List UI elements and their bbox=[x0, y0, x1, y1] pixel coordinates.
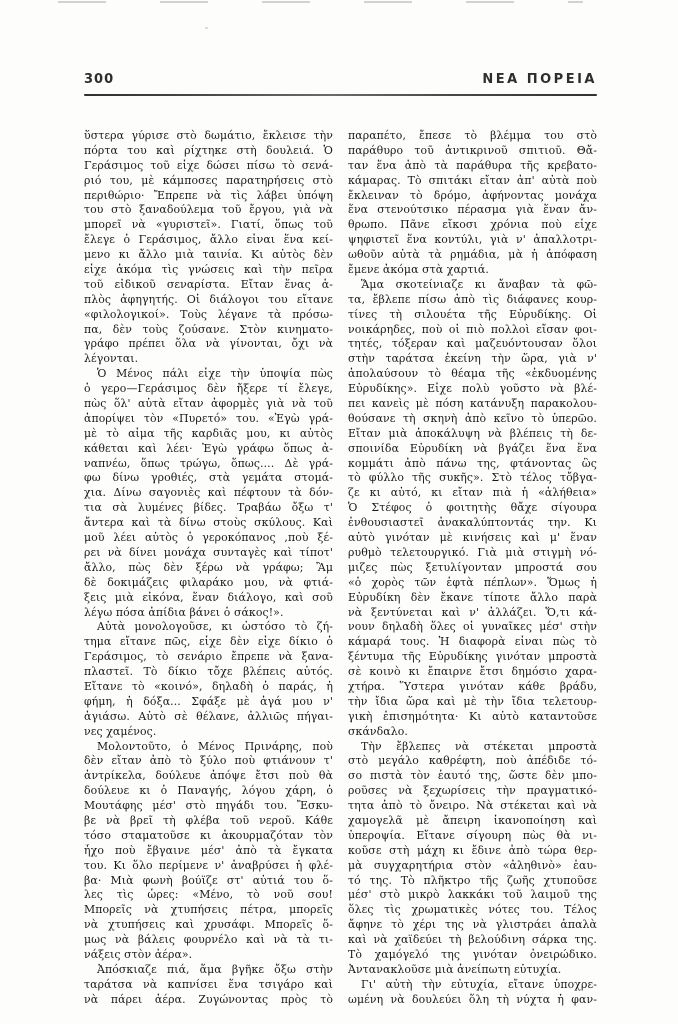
text-line: ἄφηνε τὸ χέρι της νὰ γλιστράει ἁπαλὰ bbox=[348, 918, 597, 932]
text-line: Μπορεῖς νὰ χτυπήσεις πέτρα, μπορεῖς bbox=[84, 903, 333, 917]
text-line: γράφο πρέπει ὅλα νὰ γίνονται, ὄχι νὰ bbox=[84, 337, 333, 351]
text-line: Εὐρυδίκης». Εἶχε πολὺ γοῦστο νὰ βλέ- bbox=[348, 382, 597, 396]
text-line: στὸ μεγάλο καθρέφτη, ποὺ ἀπέδιδε τό- bbox=[348, 754, 597, 768]
text-line: Γεράσιμος, τὸ σενάριο ἔπρεπε νὰ ξανα- bbox=[84, 650, 333, 664]
text-line: Γεράσιμος τοῦ εἶχε δώσει πίσω τὸ σενά- bbox=[84, 158, 333, 172]
text-line: πόρτα του καὶ ρίχτηκε στὴ δουλειά. Ὁ bbox=[84, 143, 333, 157]
text-line: μὰ συγχαρητήρια στὸν «ἀληθινὸ» ἑαυ- bbox=[348, 858, 597, 872]
scan-speck-artifact bbox=[205, 27, 208, 29]
text-line: κομμάτι ἀπὸ πάνω της, φτάνοντας ὣς bbox=[348, 456, 597, 470]
text-line: γικὴ ἐπισημότητα· Κι αὐτὸ καταντοῦσε bbox=[348, 709, 597, 723]
text-line: τοῦ εἰδικοῦ σεναρίστα. Εἴταν ἕνας ἁ- bbox=[84, 277, 333, 291]
text-line: νες χαμένος. bbox=[84, 724, 157, 738]
text-line: εἶχε ἀκόμα τὶς γνώσεις καὶ τὴν πεῖρα bbox=[84, 263, 333, 277]
text-line: Ἅμα σκοτείνιαζε κι ἄναβαν τὰ φῶ- bbox=[361, 277, 597, 291]
text-line: τόσο σταματοῦσε κι ἀκουρμαζόταν τὸν bbox=[84, 828, 333, 842]
text-line: Ὁ Στέφος ὁ φοιτητὴς θἄχε σίγουρα bbox=[348, 501, 597, 515]
text-line: ταράτσα νὰ καπνίσει ἕνα τσιγάρο καὶ bbox=[84, 977, 333, 991]
text-line: τητα ἀπὸ τὸ ὄνειρο. Νὰ στέκεται καὶ νὰ bbox=[348, 799, 597, 813]
paragraph bbox=[348, 129, 597, 278]
text-line: πλὸς ἀφηγητής. Οἱ διάλογοι του εἴτανε bbox=[84, 292, 333, 306]
text-line: βα· Μιὰ φωνὴ βούϊζε στ' αὐτιά του ὅ- bbox=[84, 873, 333, 887]
text-line: κάθεται καὶ λέει· Ἐγὼ γράφω ὅπως ἀ- bbox=[84, 441, 333, 455]
text-line: ὑπεροψία. Εἴτανε σίγουρη πὼς θὰ νι- bbox=[348, 828, 597, 842]
text-line: ἦχο ποὺ ἔβγαινε μέσ' ἀπὸ τὰ ἔγκατα bbox=[84, 843, 333, 857]
text-line: ροῦσες νὰ ξεχωρίσεις τὴν πραγματικό- bbox=[348, 784, 597, 798]
text-line: Γι' αὐτὴ τὴν εὐτυχία, εἴτανε ὑποχρε- bbox=[361, 977, 597, 991]
text-line: σποινίδα Εὐρυδίκη νὰ βγάζει ἕνα ἕνα bbox=[348, 441, 597, 455]
paragraph bbox=[348, 978, 597, 1008]
scan-noise-artifact bbox=[58, 1, 583, 3]
text-line: τὸ φύλλο τῆς συκῆς». Στὸ τέλος τὄβγα- bbox=[348, 471, 597, 485]
text-line: λέγονται. bbox=[84, 352, 139, 366]
text-line: Μουτάφης μέσ' στὸ πηγάδι του. Ἔσκυ- bbox=[84, 799, 333, 813]
text-line: ριό του, μὲ κάμποσες παρατηρήσεις στὸ bbox=[84, 173, 333, 187]
text-line: πα, δὲν τοὺς ζούσανε. Στὸν κινηματο- bbox=[84, 322, 333, 336]
page-number: 300 bbox=[84, 72, 115, 87]
running-head bbox=[84, 72, 597, 87]
text-line: ἀντρίκελα, δούλευε ἀπόψε ἔτσι ποὺ θὰ bbox=[84, 769, 333, 783]
text-line: Ἀπόσκιαζε πιά, ἅμα βγῆκε ὄξω στὴν bbox=[97, 962, 333, 976]
text-line: ἄλλο, πὼς δὲν ξέρω νὰ γράφω; Ἂμ bbox=[84, 560, 333, 574]
text-line: σκάνδαλο. bbox=[348, 724, 408, 738]
text-line: δὲ δοκιμάζεις φιλαράκο μου, νὰ φτιά- bbox=[84, 575, 333, 589]
text-line: «ὁ χορὸς τῶν ἑφτὰ πέπλων». Ὅμως ἡ bbox=[348, 575, 597, 589]
text-line: του. Κι ὅλο περίμενε ν' ἀναβρύσει ἡ φλέ- bbox=[84, 858, 333, 872]
text-line: παράθυρο τοῦ ἀντικρινοῦ σπιτιοῦ. Θἄ- bbox=[348, 143, 597, 157]
text-line: στὴν ταράτσα ἐκείνη τὴν ὥρα, γιὰ ν' bbox=[348, 352, 597, 366]
text-line: ψηφιστεῖ ἕνα κοντύλι, γιὰ ν' ἀπαλλοτρι- bbox=[348, 233, 597, 247]
text-line: τητές, τόξεραν καὶ μαζευόντουσαν ὅλοι bbox=[348, 337, 597, 351]
text-line: ναπνέω, ὅπως τρώγω, ὅπως.... Δὲ γρά- bbox=[84, 456, 333, 470]
text-line: πὼς ὅλ' αὐτὰ εἴταν ἀφορμὲς γιὰ νὰ τοῦ bbox=[84, 397, 333, 411]
text-line: ἁγιάσω. Αὐτὸ σὲ θέλανε, ἀλλιῶς πήγαι- bbox=[84, 709, 333, 723]
text-line: «φιλολογικοί». Τοὺς λέγανε τὰ πρόσω- bbox=[84, 307, 333, 321]
text-column-left bbox=[84, 129, 333, 1008]
text-line: ἔκλειναν τὸ δρόμο, ἀφήνοντας μονάχα bbox=[348, 188, 597, 202]
header-rule bbox=[84, 94, 597, 96]
journal-title: ΝΕΑ ΠΟΡΕΙΑ bbox=[482, 72, 597, 87]
text-line: θρωπο. Πᾶνε εἴκοσι χρόνια ποὺ εἶχε bbox=[348, 218, 597, 232]
text-line: ἀπορίψει τὸν «Πυρετό» του. «Ἐγὼ γρά- bbox=[84, 411, 333, 425]
text-line: κοῦσε στὴ μάχη κι ἔδινε ἀπὸ τώρα θερ- bbox=[348, 843, 597, 857]
text-line: ὁ γερο—Γεράσιμος δὲν ἤξερε τί ἔλεγε, bbox=[84, 382, 333, 396]
text-line: σο πιστὰ τὸν ἑαυτό της, ὥστε δὲν μπο- bbox=[348, 769, 597, 783]
text-line: του στὸ ξαναδούλεμα τοῦ ἔργου, γιὰ νὰ bbox=[84, 203, 333, 217]
text-line: κάμαρά τους. Ἡ διαφορὰ εἶναι πὼς τὸ bbox=[348, 635, 597, 649]
text-line: τὴν ἴδια ὥρα καὶ μὲ τὴν ἴδια τελετουρ- bbox=[348, 694, 597, 708]
text-line: πλαστεῖ. Τὸ δίκιο τὄχε βλέπεις αὐτός. bbox=[84, 665, 333, 679]
text-column-right bbox=[348, 129, 597, 1008]
text-line: κάμαρας. Τὸ σπιτάκι εἴταν ἀπ' αὐτὰ ποὺ bbox=[348, 173, 597, 187]
text-line: ἕνα στενούτσικο πέρασμα γιὰ ἕναν ἄν- bbox=[348, 203, 597, 217]
text-line: ἐνθουσιαστεῖ ἀνακαλύπτοντάς την. Κι bbox=[348, 516, 597, 530]
text-line: ὕστερα γύρισε στὸ δωμάτιο, ἔκλεισε τὴν bbox=[84, 129, 333, 142]
paragraph bbox=[84, 129, 333, 367]
text-line: ρυθμὸ τελετουργικό. Γιὰ μιὰ στιγμὴ νό- bbox=[348, 545, 597, 559]
text-line: τια σὰ λυμένες βίδες. Τραβάω ὄξω τ' bbox=[84, 501, 333, 515]
paragraph bbox=[84, 740, 333, 963]
text-line: σὲ κοινὸ κι ἔπαιρνε ἔτσι δημόσιο χαρα- bbox=[348, 665, 597, 679]
text-line: ξεις μιὰ εἰκόνα, ἕναν διάλογο, καὶ σοῦ bbox=[84, 590, 333, 604]
text-line: Εἴτανε τὸ «κοινό», δηλαδὴ ὁ παράς, ἡ bbox=[84, 679, 333, 693]
text-line: Αὐτὰ μονολογοῦσε, κι ὡστόσο τὸ ζή- bbox=[97, 620, 333, 634]
text-line: ξέντυμα τῆς Εὐρυδίκης γινόταν μπροστὰ bbox=[348, 650, 597, 664]
text-line: τίνες τὴ σιλουέτα τῆς Εὐρυδίκης. Οἱ bbox=[348, 307, 597, 321]
text-line: χια. Δίνω σαγονιὲς καὶ πέφτουν τὰ δόν- bbox=[84, 486, 333, 500]
text-line: δὲν εἴταν ἀπὸ τὸ ξύλο ποὺ φτιάνουν τ' bbox=[84, 754, 333, 768]
text-line: περιθώριο· Ἔπρεπε νὰ τὶς λάβει ὑπόψη bbox=[84, 188, 333, 202]
text-line: χτήρα. Ὕστερα γινόταν κάθε βράδυ, bbox=[348, 679, 597, 693]
text-line: καὶ νὰ χαϊδεύει τὴ βελούδινη σάρκα της. bbox=[348, 933, 597, 947]
text-line: Εὐρυδίκη δὲν ἔκανε τίποτε ἄλλο παρὰ bbox=[348, 590, 597, 604]
text-line: μοῦ λέει αὐτὸς ὁ γεροκόπανος ,ποὺ ξέ- bbox=[84, 531, 333, 545]
text-line: μὲ τὸ αἷμα τῆς καρδιᾶς μου, κι αὐτὸς bbox=[84, 426, 333, 440]
text-line: τό της. Τὸ πλῆκτρο τῆς ζωῆς χτυποῦσε bbox=[348, 873, 597, 887]
text-line: βε νὰ βρεῖ τὴ φλέβα τοῦ νεροῦ. Κάθε bbox=[84, 813, 333, 827]
text-line: Ὁ Μένος πάλι εἶχε τὴν ὑποψία πὼς bbox=[97, 367, 333, 381]
text-line: νουν δηλαδὴ ὅλες οἱ γυναῖκες μέσ' στὴν bbox=[348, 620, 597, 634]
text-line: ζε κι αὐτό, κι εἴταν πιὰ ἡ «ἀλήθεια» bbox=[348, 486, 597, 500]
text-line: ἔμενε ἀκόμα στὰ χαρτιά. bbox=[348, 263, 489, 277]
paragraph bbox=[84, 963, 333, 1008]
text-line: ωθοῦν αὐτὰ τὰ ρημάδια, μὰ ἡ ἀπόφαση bbox=[348, 248, 597, 262]
text-line: Τὸ χαμόγελό της γινόταν ὀνειρώδικο. bbox=[348, 947, 597, 961]
text-line: θούσανε τὴ σκηνὴ ἀπὸ κεῖνο τὸ ὑπερῶο. bbox=[348, 411, 597, 425]
text-line: μέσ' στὸ μικρὸ λακκάκι τοῦ λαιμοῦ της bbox=[348, 888, 597, 902]
text-line: Μολοντοῦτο, ὁ Μένος Πρινάρης, ποὺ bbox=[97, 739, 333, 753]
text-line: νὰ πάρει ἀέρα. Ζυγώνοντας πρὸς τὸ bbox=[84, 992, 333, 1006]
paragraph bbox=[84, 620, 333, 739]
paragraph bbox=[348, 278, 597, 740]
text-line: αὐτὸ γινόταν μὲ κινήσεις καὶ μ' ἕναν bbox=[348, 531, 597, 545]
text-line: ἔλεγε ὁ Γεράσιμος, ἄλλο εἶναι ἕνα κεί- bbox=[84, 233, 333, 247]
text-line: ρει νὰ δίνει μονάχα συνταγὲς καὶ τίποτ' bbox=[84, 545, 333, 559]
text-line: ωμένη νὰ δουλεύει ὅλη τὴ νύχτα ἡ φαν- bbox=[348, 992, 597, 1006]
text-line: ἄντερα καὶ τὰ δίνω στοὺς σκύλους. Καὶ bbox=[84, 516, 333, 530]
text-line: μπορεῖ νὰ «γυριστεῖ». Γιατί, ὅπως τοῦ bbox=[84, 218, 333, 232]
text-line: νὰ χτυπήσεις καὶ χρυσάφι. Μπορεῖς ὅ- bbox=[84, 918, 333, 932]
text-line: λέγω πόσα ἀπίδια βάνει ὁ σάκος!». bbox=[84, 605, 284, 619]
text-line: ταν ἕνα ἀπὸ τὰ παράθυρα τῆς κρεβατο- bbox=[348, 158, 597, 172]
text-line: μιζες πὼς ξετυλίγονταν μπροστά σου bbox=[348, 560, 597, 574]
text-line: Ἀντανακλοῦσε μιὰ ἀνείπωτη εὐτυχία. bbox=[348, 962, 562, 976]
text-line: Εἴταν μιὰ ἀποκάλυψη νὰ βλέπεις τὴ δε- bbox=[348, 426, 597, 440]
text-line: τα, ἔβλεπε πίσω ἀπὸ τὶς διάφανες κουρ- bbox=[348, 292, 597, 306]
text-line: ὅλες τὶς χρωματικὲς νότες του. Τέλος bbox=[348, 903, 597, 917]
text-line: μως νὰ βάλεις φουρνέλο καὶ νὰ τὰ τι- bbox=[84, 933, 333, 947]
paragraph bbox=[348, 740, 597, 978]
text-line: νάξεις στὸν ἀέρα». bbox=[84, 947, 193, 961]
text-line: παραπέτο, ἔπεσε τὸ βλέμμα του στὸ bbox=[348, 129, 597, 142]
text-line: μενο κι ἄλλο μιὰ ταινία. Κι αὐτὸς δὲν bbox=[84, 248, 333, 262]
text-line: χαμογελᾶ μὲ ἄπειρη ἱκανοποίηση καὶ bbox=[348, 813, 597, 827]
text-line: Τὴν ἔβλεπες νὰ στέκεται μπροστὰ bbox=[361, 739, 597, 753]
text-line: δούλευε κι ὁ Παναγής, λόγου χάρη, ὁ bbox=[84, 784, 333, 798]
text-line: λες τὶς ὧρες: «Μένο, τὸ νοῦ σου! bbox=[84, 888, 333, 902]
text-line: νὰ ξεντύνεται καὶ ν' ἀλλάζει. Ὅ,τι κά- bbox=[348, 605, 597, 619]
text-line: φω δίνω γροθιές, στὰ γεμάτα στομά- bbox=[84, 471, 333, 485]
text-line: φήμη, ἡ δόξα... Σφάξε μὲ ἀγά μου ν' bbox=[84, 694, 333, 708]
text-line: πει κανεὶς μὲ πόση κατάνυξη παρακολου- bbox=[348, 397, 597, 411]
text-line: ἀπολαύσουν τὸ θέαμα τῆς «ἐκδυομένης bbox=[348, 367, 597, 381]
paragraph bbox=[84, 367, 333, 620]
text-line: τημα εἴτανε πῶς, εἶχε δὲν εἶχε δίκιο ὁ bbox=[84, 635, 333, 649]
text-line: νοικάρηδες, ποὺ οἱ πιὸ πολλοὶ εἴσαν φοι- bbox=[348, 322, 597, 336]
